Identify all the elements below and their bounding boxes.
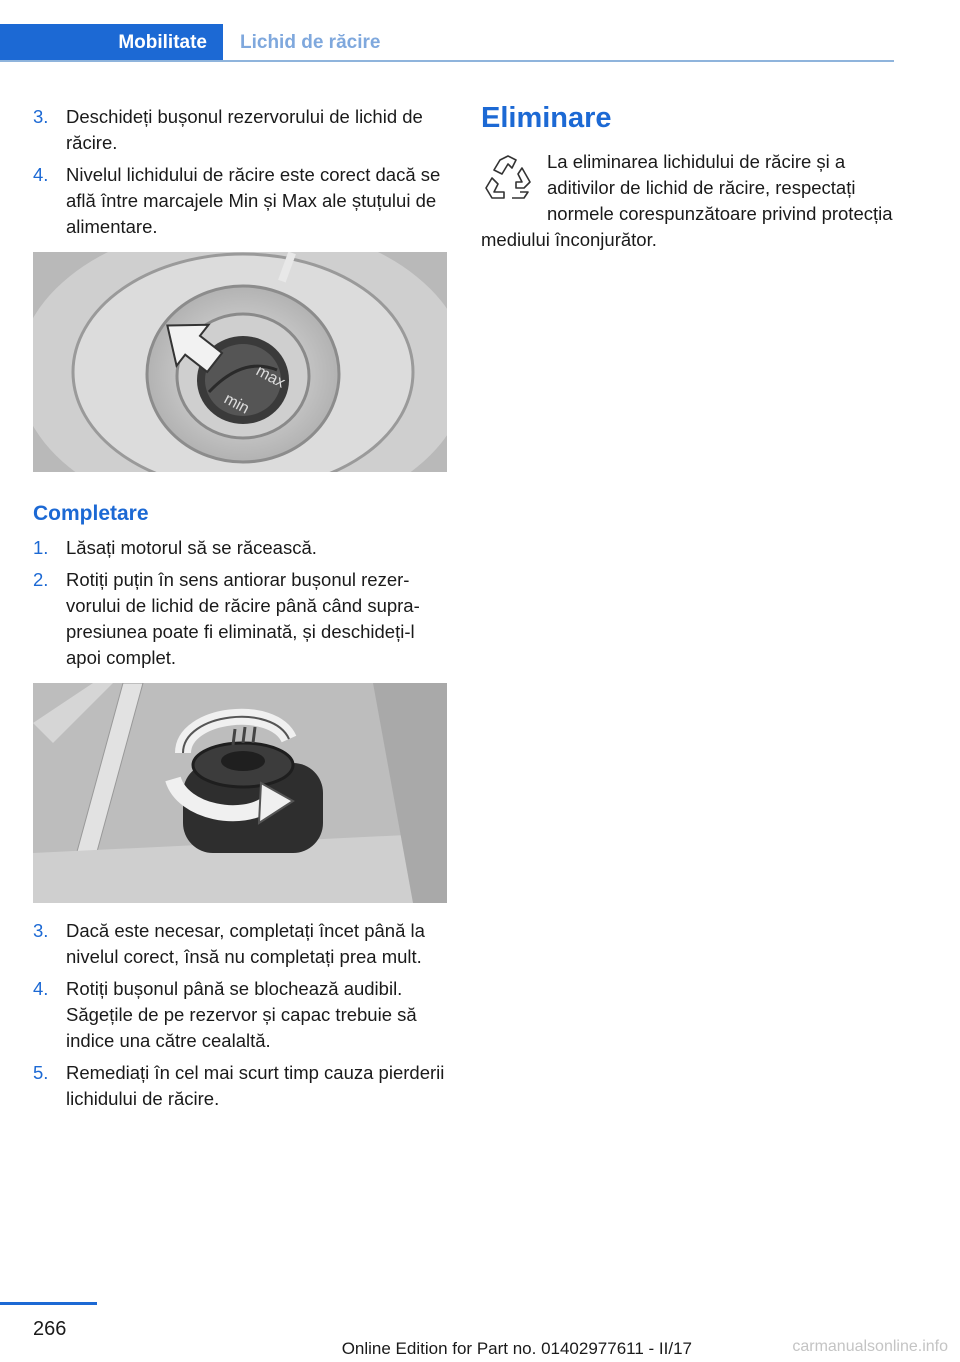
- step-text: Deschideți bușonul rezervorului de lichid de răcire.: [66, 106, 423, 153]
- page-header: [0, 0, 894, 62]
- refill-steps-list-b: [33, 918, 447, 1118]
- filler-neck-figure: [33, 252, 447, 472]
- cap-rotation-figure: [33, 683, 447, 903]
- topic-tab: Lichid de răcire: [240, 31, 381, 53]
- section-tab: Mobilitate: [0, 24, 223, 61]
- list-item: [33, 104, 447, 156]
- header-divider: [0, 60, 894, 62]
- step-number: 3.: [33, 920, 49, 941]
- step-number: 4.: [33, 978, 49, 999]
- max-marking: max: [253, 362, 288, 392]
- list-item: [33, 567, 447, 671]
- refill-steps-list-a: [33, 535, 447, 677]
- edition-note: Online Edition for Part no. 01402977611 - II/17: [341, 1339, 692, 1358]
- completare-heading: Completare: [33, 502, 149, 525]
- min-marking: min: [221, 390, 252, 418]
- page-number: 266: [33, 1318, 67, 1340]
- step-text: Rotiți puțin în sens antiorar bușonul rezervorului de lichid de răcire până când suprapresiunea poate fi eliminată, și deschideți-l apoi complet.: [66, 569, 420, 668]
- list-item: [33, 535, 447, 561]
- step-number: 1.: [33, 537, 49, 558]
- step-number: 4.: [33, 164, 49, 185]
- list-item: [33, 918, 447, 970]
- step-text: Dacă este necesar, completați încet până la nivelul corect, însă nu completați prea mult.: [66, 920, 425, 967]
- step-text: Remediați în cel mai scurt timp cauza pierderii lichidului de răcire.: [66, 1062, 445, 1109]
- step-text: Rotiți bușonul până se blochează audibil. Săgețile de pe rezervor și capac trebuie să indice una către cealaltă.: [66, 978, 417, 1051]
- eliminare-text: La eliminarea lichidului de răcire și a aditivilor de lichid de răcire, respectați normele corespunzătoare privind protecția mediului înconjurător.: [481, 151, 893, 250]
- step-number: 2.: [33, 569, 49, 590]
- list-item: [33, 1060, 447, 1112]
- step-number: 3.: [33, 106, 49, 127]
- list-item: [33, 162, 447, 240]
- step-text: Lăsați motorul să se răcească.: [66, 537, 317, 558]
- list-item: [33, 976, 447, 1054]
- eliminare-text-block: [481, 149, 895, 253]
- step-number: 5.: [33, 1062, 49, 1083]
- icon-spacer: [481, 149, 547, 227]
- footer-divider: [0, 1302, 97, 1305]
- eliminare-heading: Eliminare: [481, 102, 612, 134]
- watermark: carmanualsonline.info: [792, 1338, 948, 1355]
- opening-steps-list: [33, 104, 447, 246]
- step-text: Nivelul lichidului de răcire este corect dacă se află între marcajele Min și Max ale ștuțului de alimentare.: [66, 164, 441, 237]
